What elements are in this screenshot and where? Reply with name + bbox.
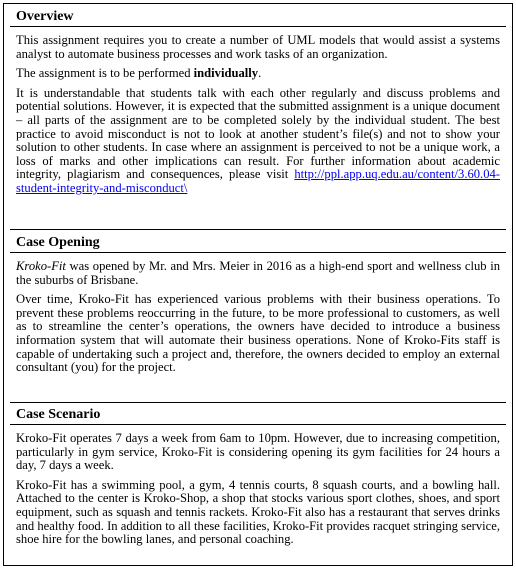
case-opening-paragraph-2: Over time, Kroko-Fit has experienced various problems with their business operations. To prevent these problems reoccurring in the future, to be more professional to customers, as well as to streamline the center’s operations, the owners have decided to introduce a business information system that will automate their business operations. None of Kroko-Fits staff is capable of undertaking such a project and, therefore, the owners decided to employ an external consultant (you) for the project. — [16, 292, 500, 375]
overview-section — [10, 8, 506, 196]
case-scenario-heading: Case Scenario — [10, 406, 506, 425]
kroko-fit-italic: Kroko-Fit — [16, 259, 66, 273]
overview-paragraph-1: This assignment requires you to create a number of UML models that would assist a systems analyst to automate business processes and work tasks of an organization. — [16, 33, 500, 61]
overview-body — [10, 34, 506, 196]
case-opening-section — [10, 234, 506, 375]
case-scenario-paragraph-2: Kroko-Fit has a swimming pool, a gym, 4 tennis courts, 8 squash courts, and a bowling hall. Attached to the center is Kroko-Shop, a shop that stocks various sport clothes, shoes, and sport equipment, such as squash and tennis rackets. Kroko-Fit also has a restaurant that serves drinks and healthy food. In addition to all these facilities, Kroko-Fit provides racquet stringing service, shoe hire for the bowling lanes, and personal coaching. — [16, 477, 500, 547]
overview-paragraph-3-text: It is understandable that students talk with each other regularly and discuss problems and potential solutions. However, it is expected that the submitted assignment is a unique document – all parts of the assignment are to be completed solely by the individual student. The best practice to avoid misconduct is not to look at another student’s file(s) and not to show your solution to other students. In case where an assignment is perceived to not be a unique work, a loss of marks and other implications can result. For further information about academic integrity, plagiarism and consequences, please visit — [16, 85, 500, 182]
individually-emphasis: individually — [193, 66, 259, 81]
overview-paragraph-2-text: The assignment is to be performed — [16, 66, 194, 81]
overview-paragraph-2 — [16, 67, 500, 81]
case-opening-body — [10, 260, 506, 375]
case-scenario-section — [10, 406, 506, 547]
case-scenario-body — [10, 432, 506, 547]
overview-heading: Overview — [10, 8, 506, 27]
case-opening-paragraph-1-text: was opened by Mr. and Mrs. Meier in 2016 as a high-end sport and wellness club in the suburbs of Brisbane. — [16, 259, 500, 287]
case-opening-heading: Case Opening — [10, 234, 506, 253]
overview-paragraph-3 — [16, 87, 500, 196]
document-frame — [3, 3, 513, 566]
case-opening-paragraph-1 — [16, 260, 500, 287]
case-scenario-paragraph-1: Kroko-Fit operates 7 days a week from 6am to 10pm. However, due to increasing competition, particularly in gym service, Kroko-Fit is considering opening its gym facilities for 24 hours a day, 7 days a week. — [16, 431, 500, 473]
section-divider-1 — [10, 229, 506, 230]
integrity-policy-link[interactable]: http://ppl.app.uq.edu.au/content/3.60.04- student-integrity-and-misconduct\ — [16, 167, 500, 195]
section-divider-2 — [10, 402, 506, 403]
overview-paragraph-2-end: . — [258, 66, 262, 81]
